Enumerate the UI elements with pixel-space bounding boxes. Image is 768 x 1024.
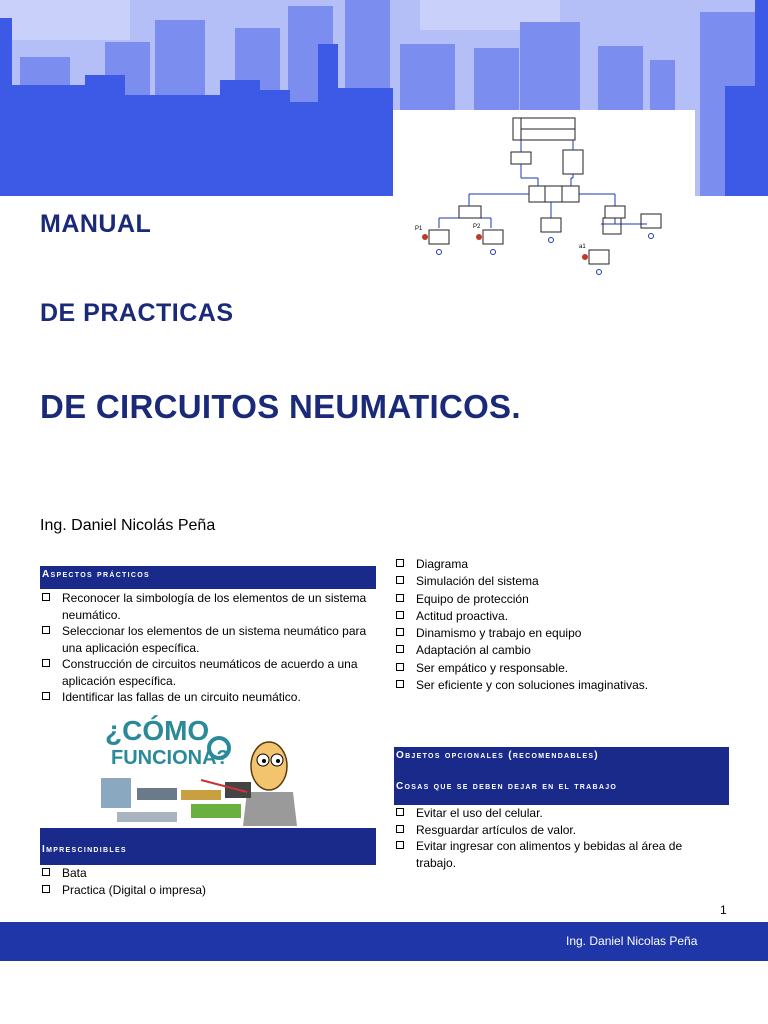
list-item: Bata	[40, 865, 380, 882]
footer-author: Ing. Daniel Nicolas Peña	[566, 934, 698, 948]
checkbox-icon	[396, 559, 404, 567]
checkbox-icon	[42, 868, 50, 876]
list-item: Dinamismo y trabajo en equipo	[394, 625, 734, 642]
diagram-label-p1: P1	[415, 226, 423, 232]
list-item: Equipo de protección	[394, 591, 734, 608]
list-item: Resguardar artículos de valor.	[394, 822, 714, 839]
checkbox-icon	[42, 593, 50, 601]
checkbox-icon	[396, 663, 404, 671]
imprescindibles-header-label: Imprescindibles	[42, 844, 127, 855]
diagram-label-p2: P2	[473, 224, 481, 230]
title-line-2: DE PRACTICAS	[40, 299, 234, 327]
page-number: 1	[720, 903, 727, 917]
list-item: Ser empático y responsable.	[394, 660, 734, 677]
como-funciona-line-2: FUNCIONA?	[111, 747, 229, 769]
opcionales-header-label: Objetos opcionales (recomendables)	[396, 750, 599, 761]
checkbox-icon	[396, 576, 404, 584]
opcionales-list	[394, 805, 714, 871]
list-item: Seleccionar los elementos de un sistema neumático para una aplicación específica.	[40, 623, 380, 656]
list-item: Construcción de circuitos neumáticos de acuerdo a una aplicación específica.	[40, 656, 380, 689]
checkbox-icon	[396, 594, 404, 602]
title-line-3: DE CIRCUITOS NEUMATICOS.	[40, 388, 521, 425]
checkbox-icon	[396, 611, 404, 619]
list-item: Diagrama	[394, 556, 734, 573]
list-item: Evitar ingresar con alimentos y bebidas al área de trabajo.	[394, 838, 714, 871]
pneumatic-circuit-diagram	[393, 110, 695, 282]
imprescindibles-list	[40, 865, 380, 898]
list-item: Ser eficiente y con soluciones imaginativas.	[394, 677, 734, 694]
aspectos-header	[40, 566, 376, 589]
title-line-1: MANUAL	[40, 210, 152, 238]
como-funciona-illustration	[97, 708, 297, 826]
checkbox-icon	[396, 825, 404, 833]
imprescindibles-header	[40, 828, 376, 865]
list-item: Identificar las fallas de un circuito neumático.	[40, 689, 380, 706]
checkbox-icon	[396, 808, 404, 816]
list-item: Evitar el uso del celular.	[394, 805, 714, 822]
checkbox-icon	[396, 645, 404, 653]
requirements-list	[394, 556, 734, 694]
checkbox-icon	[42, 626, 50, 634]
list-item: Practica (Digital o impresa)	[40, 882, 380, 899]
checkbox-icon	[396, 628, 404, 636]
list-item: Simulación del sistema	[394, 573, 734, 590]
dejar-header-label: Cosas que se deben dejar en el trabajo	[396, 781, 618, 792]
list-item: Actitud proactiva.	[394, 608, 734, 625]
diagram-label-a1: a1	[579, 244, 586, 250]
aspectos-list	[40, 590, 380, 706]
aspectos-header-label: Aspectos prácticos	[42, 569, 150, 580]
checkbox-icon	[42, 885, 50, 893]
checkbox-icon	[42, 659, 50, 667]
opcionales-header	[394, 747, 729, 805]
author-name: Ing. Daniel Nicolás Peña	[40, 517, 216, 534]
checkbox-icon	[42, 692, 50, 700]
list-item: Reconocer la simbología de los elementos de un sistema neumático.	[40, 590, 380, 623]
como-funciona-line-1: ¿CÓMO	[105, 715, 210, 746]
checkbox-icon	[396, 680, 404, 688]
checkbox-icon	[396, 841, 404, 849]
list-item: Adaptación al cambio	[394, 642, 734, 659]
